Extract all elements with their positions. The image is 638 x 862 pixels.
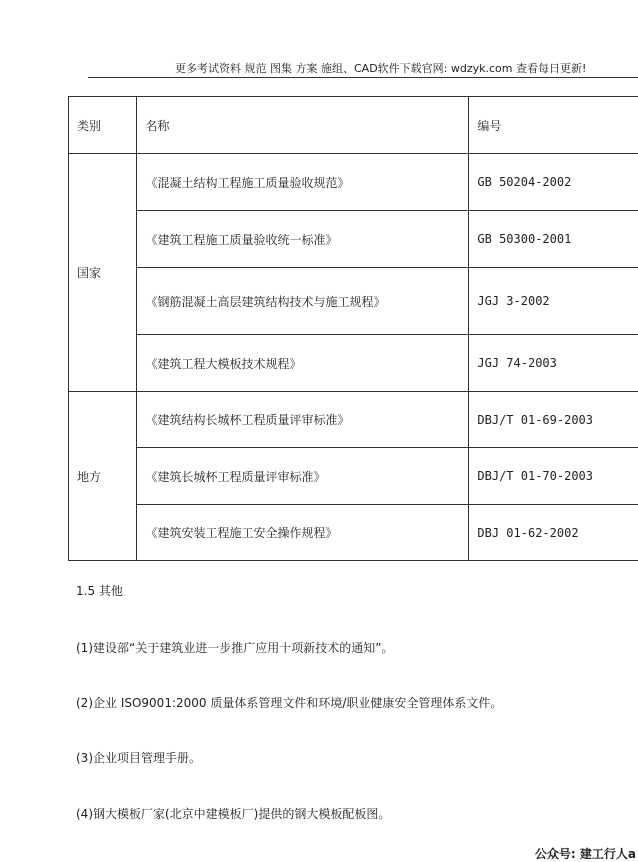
category-cell: 地方 (69, 392, 137, 561)
standard-name: 《建筑工程大模板技术规程》 (137, 335, 469, 392)
footer-watermark: 公众号: 建工行人a (535, 845, 636, 862)
standard-code: DBJ/T 01-69-2003 (469, 392, 638, 448)
standard-name: 《建筑安装工程施工安全操作规程》 (137, 505, 469, 561)
header-code: 编号 (469, 97, 638, 154)
list-item: (1)建设部“关于建筑业进一步推广应用十项新技术的通知”。 (76, 639, 393, 656)
category-cell: 国家 (69, 154, 137, 392)
standard-name: 《混凝土结构工程施工质量验收规范》 (137, 154, 469, 211)
table-row (69, 211, 638, 268)
table-row (69, 448, 638, 505)
standard-code: DBJ/T 01-70-2003 (469, 448, 638, 505)
standard-name: 《钢筋混凝土高层建筑结构技术与施工规程》 (137, 268, 469, 335)
standard-code: GB 50204-2002 (469, 154, 638, 211)
standard-name: 《建筑结构长城杯工程质量评审标准》 (137, 392, 469, 448)
standard-code: JGJ 3-2002 (469, 268, 638, 335)
standard-code: GB 50300-2001 (469, 211, 638, 268)
standard-code: JGJ 74-2003 (469, 335, 638, 392)
table-row (69, 154, 638, 211)
standard-code: DBJ 01-62-2002 (469, 505, 638, 561)
header-category: 类别 (69, 97, 137, 154)
table-row (69, 392, 638, 448)
header-rule (88, 77, 638, 78)
page-header: 更多考试资料 规范 图集 方案 施组、CAD软件下载官网: wdzyk.com 查看每日更新! (175, 60, 586, 76)
table-header-row (69, 97, 638, 154)
table-row (69, 268, 638, 335)
list-item: (2)企业 ISO9001:2000 质量体系管理文件和环境/职业健康安全管理体系文件。 (76, 694, 502, 711)
list-item: (4)钢大模板厂家(北京中建模板厂)提供的钢大模板配板图。 (76, 805, 390, 822)
section-title: 1.5 其他 (76, 582, 123, 599)
standard-name: 《建筑工程施工质量验收统一标准》 (137, 211, 469, 268)
table-row (69, 335, 638, 392)
table-row (69, 505, 638, 561)
standards-table (68, 96, 638, 561)
list-item: (3)企业项目管理手册。 (76, 749, 201, 766)
standard-name: 《建筑长城杯工程质量评审标准》 (137, 448, 469, 505)
header-name: 名称 (137, 97, 469, 154)
